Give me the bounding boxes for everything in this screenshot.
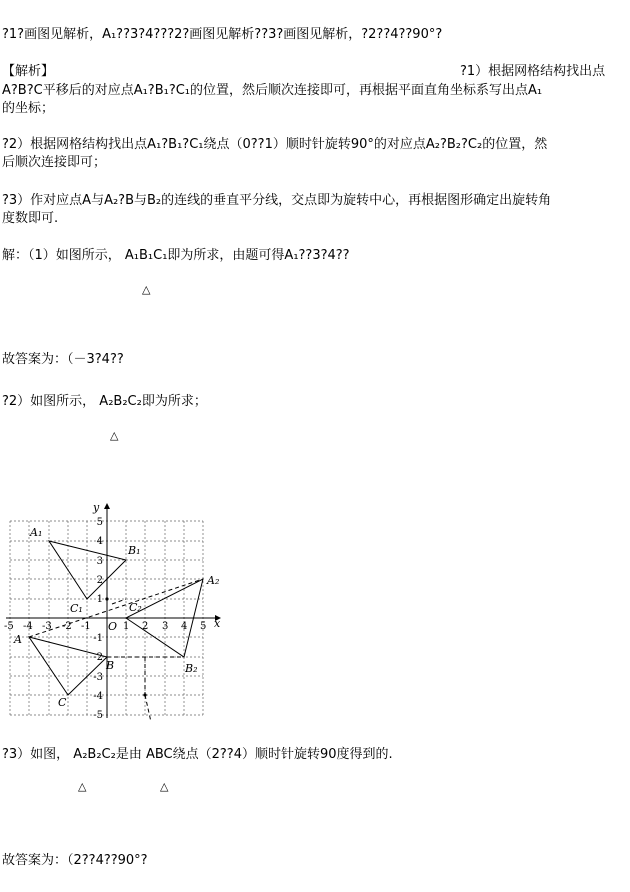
- point-label-b1: B₁: [128, 544, 141, 557]
- y-tick-label: 5: [96, 517, 103, 528]
- answer-part1: 故答案为：（－3?4??: [2, 352, 124, 367]
- point-label-a: A: [14, 633, 22, 646]
- x-tick-label: 3: [162, 621, 169, 632]
- analysis-right-note: ?1）根据网格结构找出点: [460, 64, 606, 79]
- triangle-symbol: △: [160, 780, 169, 793]
- analysis-p2-line1: ?2）根据网格结构找出点A₁?B₁?C₁绕点（0??1）顺时针旋转90°的对应点A₂?B₂?C₂的位置，然: [2, 137, 548, 152]
- x-tick-label: -4: [23, 621, 33, 632]
- x-tick-label: 5: [200, 621, 207, 632]
- x-tick-label: -1: [81, 621, 91, 632]
- point-label-c1: C₁: [70, 602, 83, 615]
- point-label-c: C: [58, 696, 67, 709]
- triangle-a1b1c1: [49, 541, 126, 599]
- x-tick-label: 4: [181, 621, 188, 632]
- rotation-center-point: [143, 693, 146, 696]
- point-label-c2: C₂: [129, 601, 142, 614]
- x-tick-labels: [4, 621, 206, 632]
- solution-part1: 解：（1）如图所示， A₁B₁C₁即为所求，由题可得A₁??3?4??: [2, 248, 350, 263]
- coordinate-graph: [2, 496, 232, 728]
- y-tick-label: -2: [93, 652, 103, 663]
- y-tick-label: -5: [93, 710, 103, 721]
- y-tick-label: 4: [96, 536, 103, 547]
- analysis-tag: 【解析】: [2, 64, 55, 79]
- x-tick-label: -3: [42, 621, 52, 632]
- x-tick-label: -2: [62, 621, 72, 632]
- triangle-symbol: △: [110, 429, 119, 442]
- x-tick-label: 2: [142, 621, 149, 632]
- y-tick-label: 3: [96, 556, 103, 567]
- point-label-b2: B₂: [185, 662, 198, 675]
- center-point: [105, 597, 108, 600]
- analysis-p1-line2: A?B?C平移后的对应点A₁?B₁?C₁的位置，然后顺次连接即可，再根据平面直角坐标系写出点A₁: [2, 83, 543, 98]
- point-label-a1: A₁: [30, 526, 43, 539]
- y-tick-label: -1: [93, 633, 103, 644]
- y-tick-label: -4: [93, 691, 103, 702]
- analysis-p1-line3: 的坐标；: [2, 101, 55, 116]
- axis-y-label: y: [93, 501, 100, 514]
- triangle-symbol: △: [142, 283, 151, 296]
- answer-header: ?1?画图见解析，A₁??3?4???2?画图见解析??3?画图见解析，?2??4??90°?: [2, 27, 443, 42]
- origin-label: O: [108, 620, 118, 633]
- y-tick-label: 2: [96, 575, 103, 586]
- solution-part3: ?3）如图， A₂B₂C₂是由 ABC绕点（2??4）顺时针旋转90度得到的.: [2, 747, 393, 762]
- axis-x-label: x: [214, 617, 221, 630]
- triangle-symbol: △: [78, 780, 87, 793]
- point-label-a2: A₂: [207, 574, 220, 587]
- construction-lines: [29, 579, 203, 722]
- y-tick-label: 1: [96, 594, 103, 605]
- point-label-b: B: [106, 659, 115, 672]
- analysis-p2-line2: 后顺次连接即可；: [2, 155, 107, 170]
- solution-part2: ?2）如图所示， A₂B₂C₂即为所求；: [2, 394, 207, 409]
- analysis-p3-line1: ?3）作对应点A与A₂?B与B₂的连线的垂直平分线，交点即为旋转中心，再根据图形确定出旋转角: [2, 193, 552, 208]
- analysis-p3-line2: 度数即可.: [2, 211, 59, 226]
- y-tick-label: -3: [93, 672, 103, 683]
- x-tick-label: -5: [4, 621, 14, 632]
- y-tick-labels: [93, 517, 103, 721]
- answer-part3: 故答案为：（2??4??90°?: [2, 853, 148, 868]
- x-tick-label: 1: [123, 621, 130, 632]
